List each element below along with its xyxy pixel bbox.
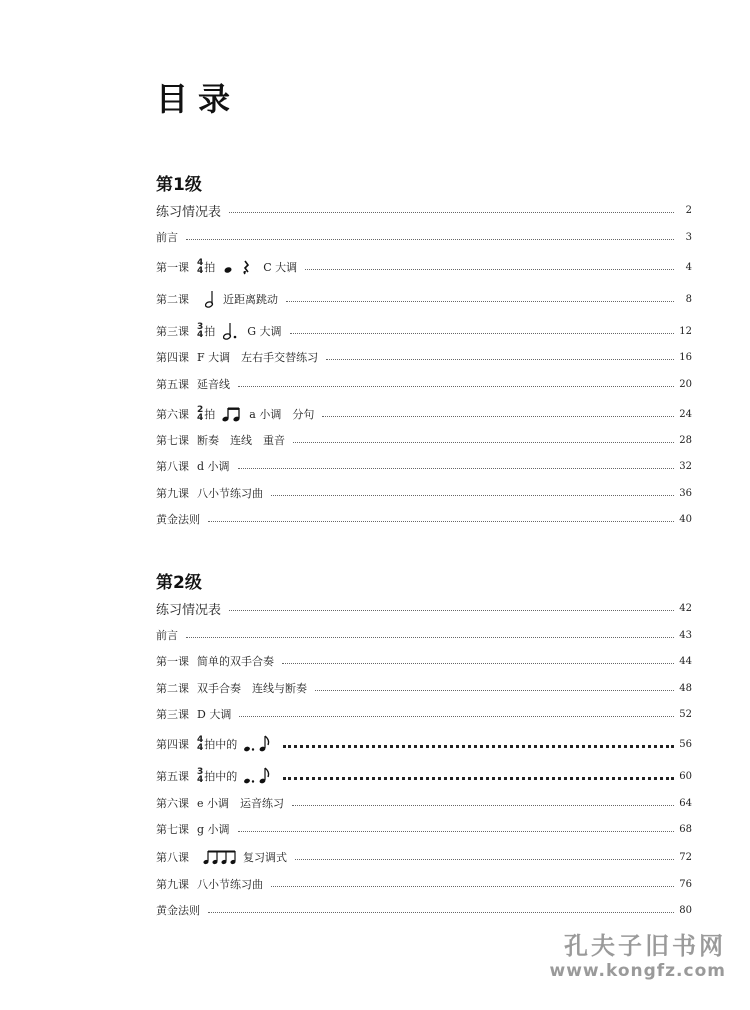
toc-row-golden-rules-2[interactable]	[156, 899, 692, 921]
time-signature: 3 4	[197, 767, 204, 785]
page-number: 42	[679, 602, 692, 614]
toc-row-l2-lesson-6[interactable]	[156, 792, 692, 814]
entry-title: 前言	[156, 231, 178, 244]
dot-leader	[208, 912, 674, 913]
dot-leader	[186, 239, 674, 240]
page-number: 36	[679, 487, 692, 499]
beat-label: 拍	[204, 325, 216, 338]
page-number: 52	[679, 708, 692, 720]
entry-title: G 大调	[247, 325, 282, 338]
dot-leader	[271, 886, 674, 887]
entry-title: d 小调	[197, 460, 230, 473]
watermark	[549, 926, 726, 981]
dot-leader	[286, 301, 674, 302]
beat-label: 拍	[204, 408, 216, 421]
page-number: 24	[679, 408, 692, 420]
toc-row-practice-table-1[interactable]	[156, 199, 692, 221]
page-number: 28	[679, 434, 692, 446]
page-number: 60	[679, 770, 692, 782]
toc-row-l2-lesson-8[interactable]	[156, 846, 692, 868]
dot-leader	[271, 495, 674, 496]
lesson-label: 第八课	[156, 851, 189, 864]
dot-leader	[186, 637, 674, 638]
entry-title: 黄金法则	[156, 513, 200, 526]
dot-leader	[292, 805, 674, 806]
entry-title: 拍中的	[204, 770, 238, 783]
dot-leader	[229, 610, 674, 611]
beamed-eighth-notes-icon	[221, 405, 243, 423]
toc-row-l1-lesson-7[interactable]	[156, 429, 692, 451]
entry-title: e 小调 运音练习	[197, 797, 285, 810]
whole-rest-note-icon	[221, 258, 257, 276]
dot-leader	[322, 416, 674, 417]
entry-title: D 大调	[197, 708, 232, 721]
toc-row-preface-1[interactable]	[156, 226, 692, 248]
page-number: 12	[679, 325, 692, 337]
page-number: 72	[679, 851, 692, 863]
toc-row-l1-lesson-1[interactable]	[156, 256, 692, 278]
dot-leader	[238, 468, 674, 469]
time-signature: 3 4	[197, 322, 204, 340]
toc-row-l1-lesson-4[interactable]	[156, 346, 692, 368]
page-number: 43	[679, 629, 692, 641]
entry-title: 八小节练习曲	[197, 878, 263, 891]
lesson-label: 第四课	[156, 738, 189, 751]
dot-leader	[208, 521, 674, 522]
entry-title: 断奏 连线 重音	[197, 434, 285, 447]
toc-row-l1-lesson-9[interactable]	[156, 482, 692, 504]
dot-leader	[326, 359, 674, 360]
lesson-label: 第一课	[156, 655, 189, 668]
toc-row-l1-lesson-2[interactable]	[156, 288, 692, 310]
dotted-quarter-eighth-icon	[243, 734, 273, 754]
entry-title: 前言	[156, 629, 178, 642]
page-number: 32	[679, 460, 692, 472]
dot-leader	[283, 745, 674, 748]
toc-row-l2-lesson-4[interactable]	[156, 733, 692, 755]
level-1-heading: 第1级	[156, 175, 202, 195]
entry-title: 延音线	[197, 378, 230, 391]
toc-row-l1-lesson-5[interactable]	[156, 373, 692, 395]
dot-leader	[305, 269, 674, 270]
dot-leader	[238, 831, 674, 832]
lesson-label: 第三课	[156, 325, 189, 338]
lesson-label: 第八课	[156, 460, 189, 473]
level-2-heading: 第2级	[156, 573, 202, 593]
lesson-label: 第九课	[156, 487, 189, 500]
dot-leader	[290, 333, 674, 334]
lesson-label: 第二课	[156, 293, 189, 306]
lesson-label: 第六课	[156, 797, 189, 810]
page-number: 48	[679, 682, 692, 694]
entry-title: 练习情况表	[156, 602, 222, 618]
page-number: 3	[685, 231, 692, 243]
toc-row-l1-lesson-6[interactable]	[156, 403, 692, 425]
watermark-title: 孔夫子旧书网	[564, 932, 726, 960]
entry-title: 黄金法则	[156, 904, 200, 917]
entry-title: F 大调 左右手交替练习	[197, 351, 319, 364]
page-number: 4	[685, 261, 692, 273]
entry-title: 简单的双手合奏	[197, 655, 274, 668]
toc-row-l2-lesson-1[interactable]	[156, 650, 692, 672]
entry-title: 练习情况表	[156, 204, 222, 220]
toc-row-l2-lesson-9[interactable]	[156, 873, 692, 895]
page-number: 56	[679, 738, 692, 750]
page-number: 44	[679, 655, 692, 667]
lesson-label: 第一课	[156, 261, 189, 274]
lesson-label: 第三课	[156, 708, 189, 721]
entry-title: 近距离跳动	[223, 293, 278, 306]
page-number: 80	[679, 904, 692, 916]
lesson-label: 第九课	[156, 878, 189, 891]
dot-leader	[315, 690, 674, 691]
entry-title: 双手合奏 连线与断奏	[197, 682, 307, 695]
beamed-sixteenth-notes-icon	[203, 848, 237, 866]
time-signature: 4 4	[197, 735, 204, 753]
lesson-label: 第七课	[156, 434, 189, 447]
page-number: 76	[679, 878, 692, 890]
dotted-quarter-eighth-icon	[243, 766, 273, 786]
dot-leader	[293, 442, 674, 443]
page-number: 68	[679, 823, 692, 835]
half-note-icon	[203, 289, 217, 309]
entry-title: 八小节练习曲	[197, 487, 263, 500]
lesson-label: 第七课	[156, 823, 189, 836]
toc-row-l2-lesson-3[interactable]	[156, 703, 692, 725]
lesson-label: 第五课	[156, 770, 189, 783]
toc-row-golden-rules-1[interactable]	[156, 508, 692, 530]
entry-title: C 大调	[263, 261, 298, 274]
dot-leader	[239, 716, 674, 717]
lesson-label: 第四课	[156, 351, 189, 364]
entry-title: 拍中的	[204, 738, 238, 751]
toc-row-practice-table-2[interactable]	[156, 597, 692, 619]
dot-leader	[283, 777, 674, 780]
dot-leader	[282, 663, 674, 664]
page-number: 64	[679, 797, 692, 809]
dot-leader	[295, 859, 674, 860]
page-title: 目录	[156, 80, 241, 118]
dotted-half-note-icon	[221, 321, 241, 341]
watermark-url: www.kongfz.com	[549, 961, 726, 981]
toc-row-l2-lesson-7[interactable]	[156, 818, 692, 840]
toc-row-l1-lesson-3[interactable]	[156, 320, 692, 342]
entry-title: g 小调	[197, 823, 230, 836]
dot-leader	[238, 386, 674, 387]
lesson-label: 第五课	[156, 378, 189, 391]
time-signature: 4 4	[197, 258, 204, 276]
toc-row-l1-lesson-8[interactable]	[156, 455, 692, 477]
time-signature: 2 4	[197, 405, 204, 423]
lesson-label: 第六课	[156, 408, 189, 421]
beat-label: 拍	[204, 261, 216, 274]
page-number: 8	[685, 293, 692, 305]
dot-leader	[229, 212, 674, 213]
page-number: 2	[685, 204, 692, 216]
entry-title: 复习调式	[243, 851, 287, 864]
page-number: 20	[679, 378, 692, 390]
toc-row-l2-lesson-2[interactable]	[156, 677, 692, 699]
lesson-label: 第二课	[156, 682, 189, 695]
toc-row-l2-lesson-5[interactable]	[156, 765, 692, 787]
toc-row-preface-2[interactable]	[156, 624, 692, 646]
page-number: 40	[679, 513, 692, 525]
page-number: 16	[679, 351, 692, 363]
entry-title: a 小调 分句	[249, 408, 315, 421]
